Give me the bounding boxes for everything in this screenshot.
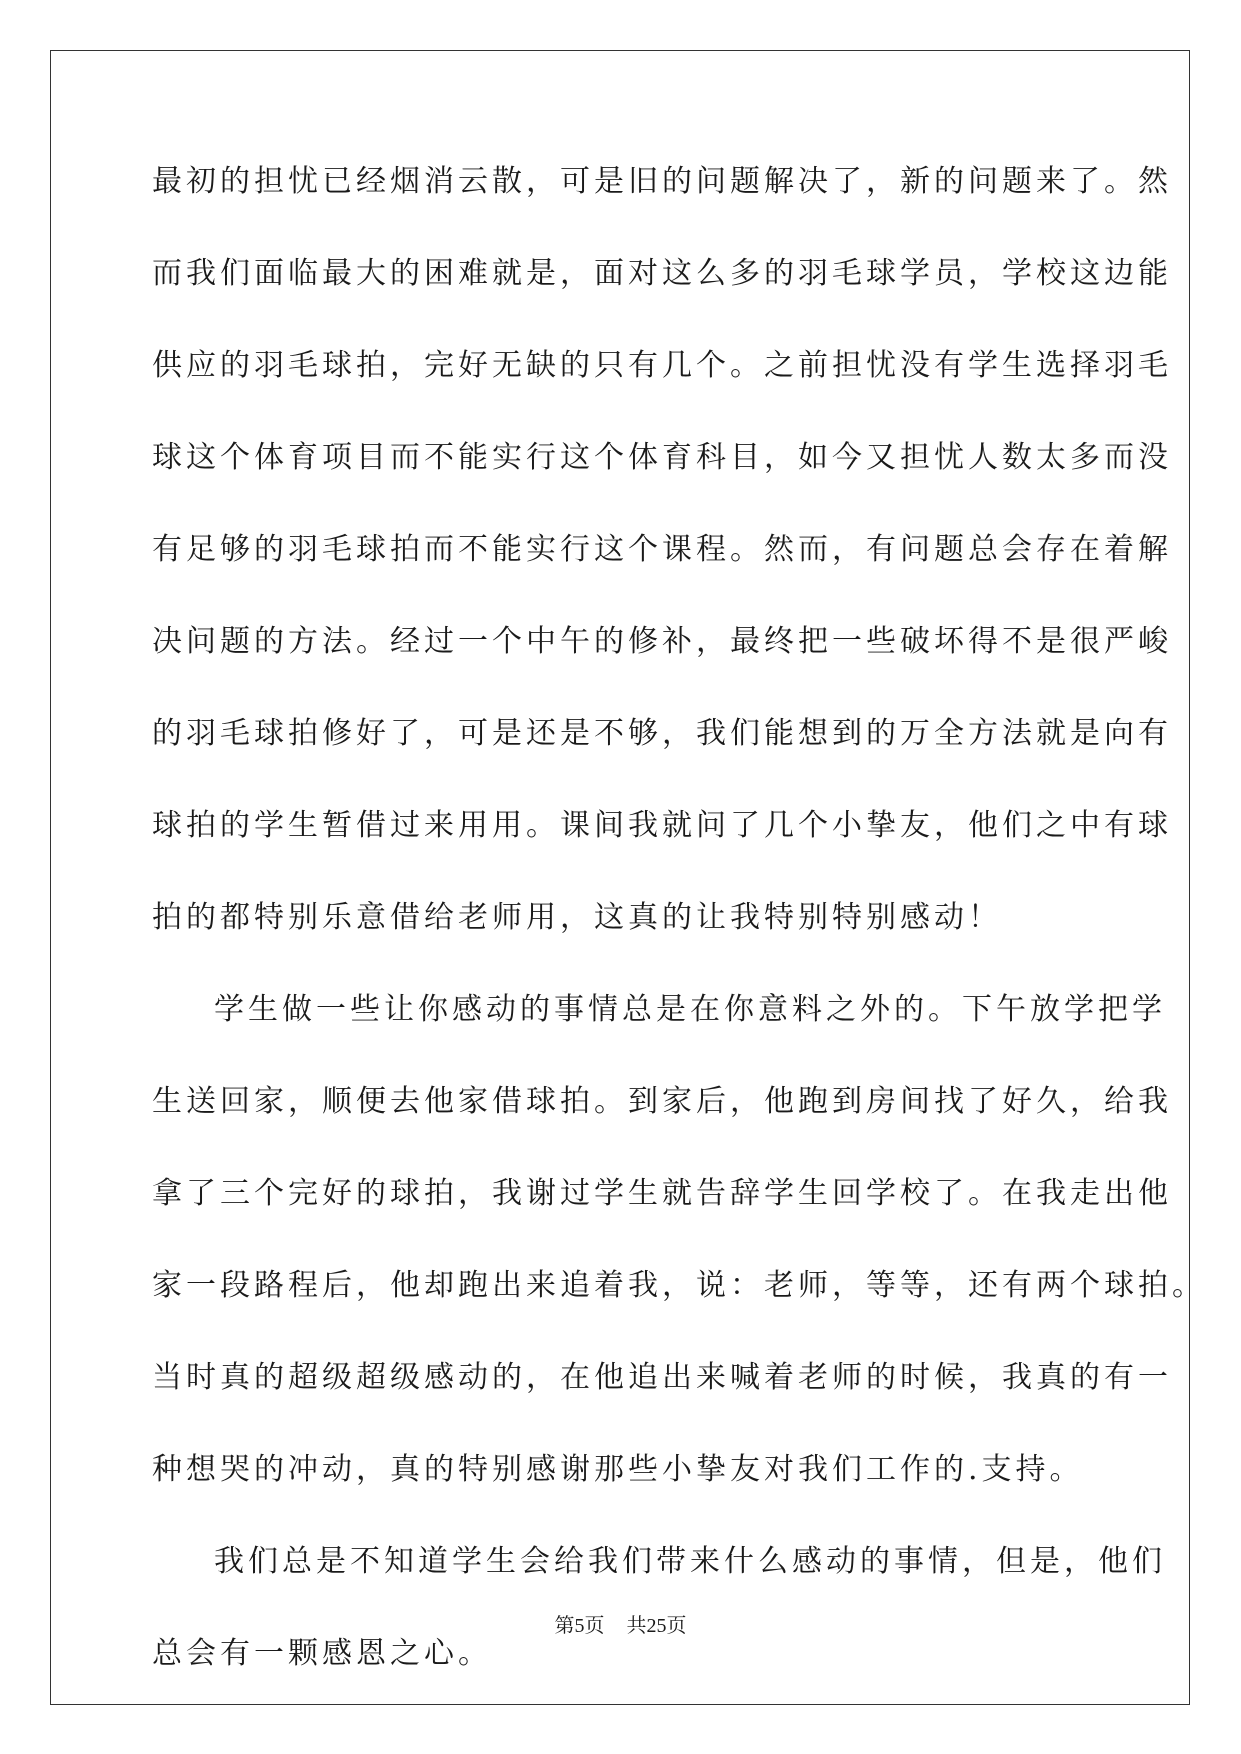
text-line: 球拍的学生暂借过来用用。课间我就问了几个小挚友，他们之中有球: [152, 808, 1172, 843]
text-line: 的羽毛球拍修好了，可是还是不够，我们能想到的万全方法就是向有: [152, 716, 1172, 751]
text-line: 种想哭的冲动，真的特别感谢那些小挚友对我们工作的.支持。: [152, 1452, 1084, 1487]
text-line: 最初的担忧已经烟消云散，可是旧的问题解决了，新的问题来了。然: [152, 164, 1172, 199]
page-total: 共25页: [626, 1615, 687, 1637]
page-footer: [0, 1614, 1241, 1638]
text-line: 拍的都特别乐意借给老师用，这真的让我特别特别感动！: [152, 900, 1002, 935]
text-line: 球这个体育项目而不能实行这个体育科目，如今又担忧人数太多而没: [152, 440, 1172, 475]
paragraph-start-line: 我们总是不知道学生会给我们带来什么感动的事情，但是，他们: [214, 1544, 1166, 1579]
text-line: 而我们面临最大的困难就是，面对这么多的羽毛球学员，学校这边能: [152, 256, 1172, 291]
text-line: 有足够的羽毛球拍而不能实行这个课程。然而，有问题总会存在着解: [152, 532, 1172, 567]
text-line: 供应的羽毛球拍，完好无缺的只有几个。之前担忧没有学生选择羽毛: [152, 348, 1172, 383]
text-line: 家一段路程后，他却跑出来追着我，说：老师，等等，还有两个球拍。: [152, 1268, 1206, 1303]
document-body: [152, 162, 1206, 1726]
page-number: 第5页: [554, 1615, 605, 1637]
text-line: 当时真的超级超级感动的，在他追出来喊着老师的时候，我真的有一: [152, 1360, 1172, 1395]
paragraph-start-line: 学生做一些让你感动的事情总是在你意料之外的。下午放学把学: [214, 992, 1166, 1027]
text-line: 决问题的方法。经过一个中午的修补，最终把一些破坏得不是很严峻: [152, 624, 1172, 659]
text-line: 拿了三个完好的球拍，我谢过学生就告辞学生回学校了。在我走出他: [152, 1176, 1172, 1211]
text-line: 生送回家，顺便去他家借球拍。到家后，他跑到房间找了好久，给我: [152, 1084, 1172, 1119]
text-line: 总会有一颗感恩之心。: [152, 1636, 492, 1671]
